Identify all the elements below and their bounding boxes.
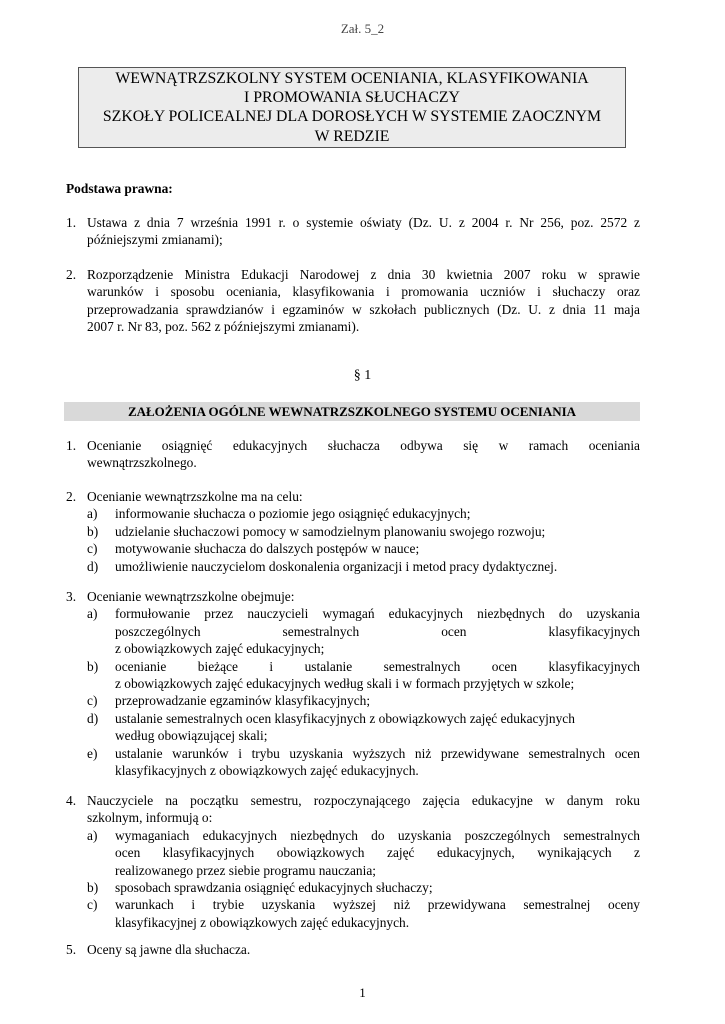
list-item [66,588,640,779]
list-item [66,437,640,472]
sub-letter: a) [87,827,98,843]
text-line: umożliwienie nauczycielom doskonalenia organizacji i metod pracy dydaktycznej. [115,558,558,574]
text-line: Nauczyciele na początku semestru, rozpoczynającego zajęcia edukacyjne w danym roku [87,793,640,808]
text-line: Ustawa z dnia 7 września 1991 r. o systemie oświaty (Dz. U. z 2004 r. Nr 256, poz. 2572 z [87,215,640,230]
text-line: Rozporządzenie Ministra Edukacji Narodowej z dnia 30 kwietnia 2007 roku w sprawie [87,267,640,282]
sub-item [87,605,640,657]
sub-item [87,558,640,575]
sub-letter: c) [87,541,98,557]
item-number: 1. [66,215,77,230]
text-line: sposobach sprawdzania osiągnięć edukacyjnych słuchaczy; [115,880,433,896]
text-line: późniejszymi zmianami); [87,232,223,248]
sub-item [87,896,640,931]
item-number: 5. [66,942,77,957]
text-line: wewnątrzszkolnego. [87,455,197,471]
text-line: ocen klasyfikacyjnych obowiązkowych zajęć edukacyjnych, wynikających z [115,845,640,861]
sub-item [87,540,640,557]
text-line: przeprowadzania sprawdzianów i egzaminów w szkołach publicznych (Dz. U. z dnia 11 maja [87,301,640,317]
item-number: 2. [66,267,77,282]
title-line: SZKOŁY POLICEALNEJ DLA DOROSŁYCH W SYSTEMIE ZAOCZNYM [102,108,602,126]
text-line: poszczególnych semestralnych ocen klasyfikacyjnych [115,623,640,639]
list-item [66,792,640,931]
text-line: informowanie słuchacza o poziomie jego osiągnięć edukacyjnych; [115,506,471,522]
sub-item [87,505,640,522]
title-line: I PROMOWANIA SŁUCHACZY [244,89,460,107]
sub-letter: e) [87,745,98,761]
legal-basis-heading: Podstawa prawna: [66,181,173,196]
sub-letter: d) [87,710,99,726]
sub-letter: b) [87,658,99,674]
sub-letter: c) [87,897,98,913]
text-line: Oceny są jawne dla słuchacza. [87,942,251,957]
text-line: warunków i sposobu oceniania, klasyfikowania i promowania uczniów i słuchaczy oraz [87,284,640,300]
text-line: według obowiązującej skali; [115,728,268,744]
text-line: z obowiązkowych zajęć edukacyjnych według skali i w formach przyjętych w szkole; [115,676,575,692]
legal-basis-item [66,266,640,336]
sub-item [87,658,640,693]
text-line: ustalanie warunków i trybu uzyskania wyższych niż przewidywane semestralnych ocen [115,745,640,761]
text-line: klasyfikacyjnych z obowiązkowych zajęć edukacyjnych. [115,763,419,779]
item-number: 2. [66,489,77,504]
sub-letter: b) [87,880,99,896]
sub-item [87,827,640,879]
title-line: WEWNĄTRZSZKOLNY SYSTEM OCENIANIA, KLASYFIKOWANIA [115,70,589,87]
item-number: 3. [66,589,77,604]
text-line: ustalanie semestralnych ocen klasyfikacyjnych z obowiązkowych zajęć edukacyjnych [115,710,575,726]
text-line: wymaganiach edukacyjnych niezbędnych do uzyskania poszczególnych semestralnych [115,827,640,843]
item-number: 4. [66,793,77,808]
text-line: przeprowadzanie egzaminów klasyfikacyjnych; [115,693,371,709]
sub-item [87,745,640,780]
text-line: formułowanie przez nauczycieli wymagań edukacyjnych niezbędnych do uzyskania [115,606,640,622]
legal-basis-item [66,214,640,249]
text-line: Ocenianie wewnątrzszkolne obejmuje: [87,589,295,604]
sub-letter: a) [87,606,98,622]
sub-letter: d) [87,558,99,574]
text-line: szkolnym, informują o: [87,810,213,826]
text-line: realizowanego przez siebie programu nauczania; [115,862,376,878]
text-line: z obowiązkowych zajęć edukacyjnych; [115,641,325,657]
text-line: Ocenianie wewnątrzszkolne ma na celu: [87,489,303,504]
sub-letter: c) [87,693,98,709]
paragraph-sign: § 1 [353,368,372,383]
text-line: Ocenianie osiągnięć edukacyjnych słuchacza odbywa się w ramach oceniania [87,438,640,453]
text-line: 2007 r. Nr 83, poz. 562 z późniejszymi zmianami). [87,319,360,335]
sub-item [87,710,640,745]
sub-letter: b) [87,523,99,539]
text-line: warunkach i trybie uzyskania wyższej niż przewidywana semestralnej oceny [115,897,640,913]
text-line: udzielanie słuchaczowi pomocy w samodzielnym planowaniu swojego rozwoju; [115,523,546,539]
page-number: 1 [359,985,366,1000]
sub-item [87,879,640,896]
item-number: 1. [66,438,77,453]
sub-letter: a) [87,506,98,522]
section-title: ZAŁOŻENIA OGÓLNE WEWNATRZSZKOLNEGO SYSTEMU OCENIANIA [64,402,640,421]
document-title-box [78,67,626,148]
text-line: ocenianie bieżące i ustalanie semestralnych ocen klasyfikacyjnych [115,658,640,674]
text-line: klasyfikacyjnej z obowiązkowych zajęć edukacyjnych. [115,914,410,930]
list-item [66,488,640,575]
attachment-ref: Zał. 5_2 [340,21,385,36]
text-line: motywowanie słuchacza do dalszych postępów w nauce; [115,541,420,557]
sub-item [87,523,640,540]
title-line: W REDZIE [314,127,390,145]
sub-item [87,692,640,709]
list-item [66,941,640,958]
